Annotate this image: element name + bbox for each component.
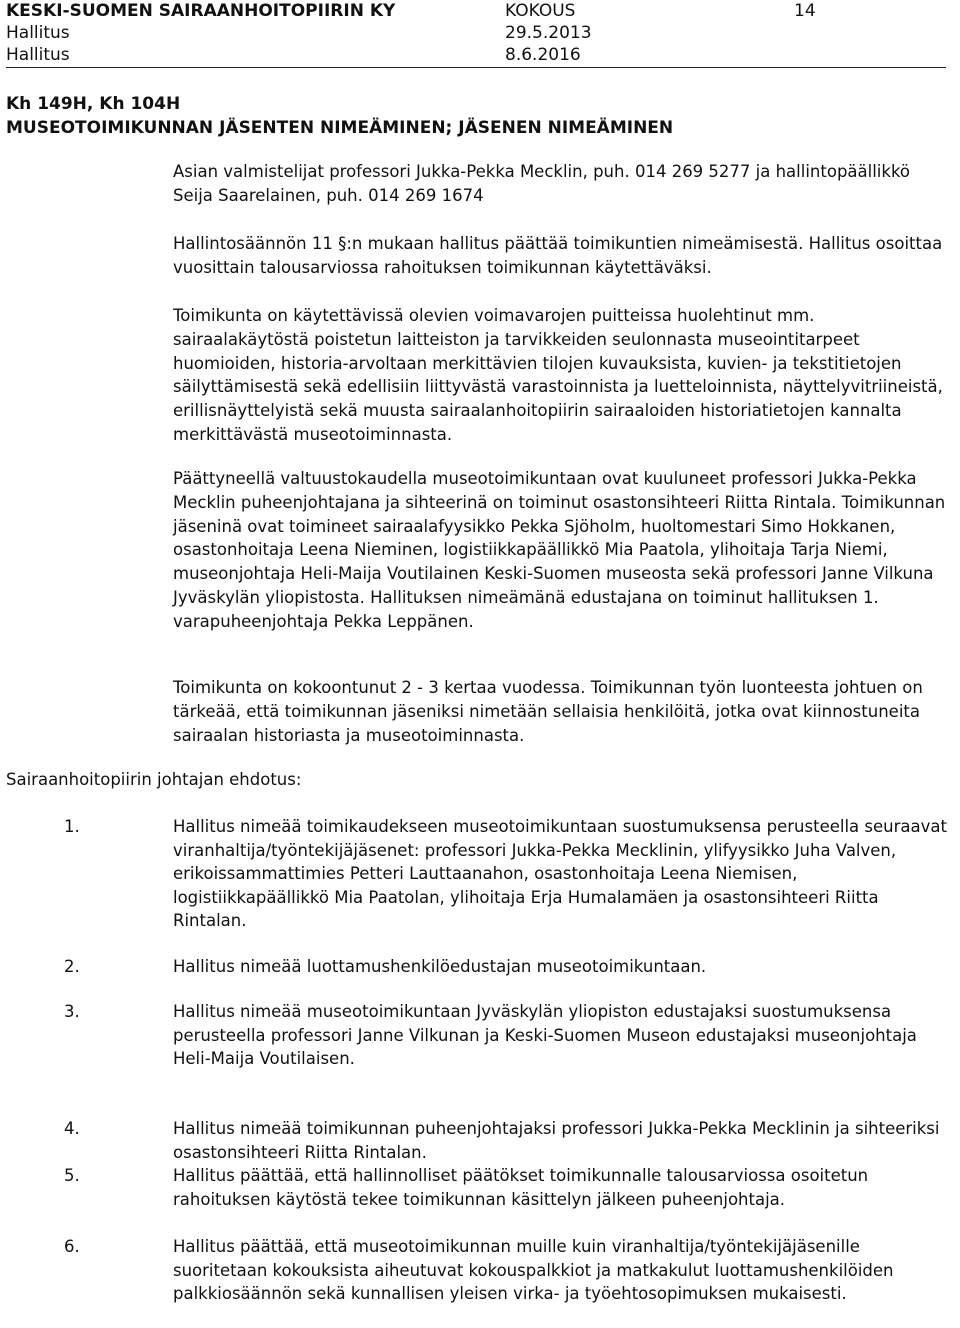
meeting-body: Hallitus (6, 45, 70, 65)
meetings-paragraph: Toimikunta on kokoontunut 2 - 3 kertaa vuodessa. Toimikunnan työn luonteesta johtuen on tärkeää, että toimikunnan jäseniksi nimetään sellaisia henkilöitä, jotka ovat kiinnostuneita sairaalan historiasta ja museotoiminnasta. (173, 678, 923, 745)
preparers-paragraph: Asian valmistelijat professori Jukka-Pekka Mecklin, puh. 014 269 5277 ja hallintopäällikkö Seija Saarelainen, puh. 014 269 1674 (173, 162, 911, 205)
proposal-item-number: 1. (64, 817, 80, 836)
header-divider (6, 67, 946, 68)
proposal-item-text: Hallitus päättää, että museotoimikunnan muille kuin viranhaltija/työntekijäjäsenille suoritetaan kokouksista aiheutuvat kokouspalkkiot ja matkakulut luottamushenkilöiden palkkiosäännön sekä kunnallisen yleisen virka- ja työehtosopimuksen mukaisesti. (173, 1237, 894, 1304)
meeting-date: 8.6.2016 (505, 45, 581, 65)
proposal-item-text: Hallitus nimeää toimikaudekseen museotoimikuntaan suostumuksensa perusteella seuraavat viranhaltija/työntekijäjäsenet: professori Jukka-Pekka Mecklinin, ylifyysikko Juha Valven, erikoissammattimies Petteri Lauttaanahon, osastonhoitaja Leena Niemisen, logistiikkapäällikkö Mia Paatolan, ylihoitaja Erja Humalamäen ja osastonsihteeri Riitta Rintalan. (173, 817, 947, 931)
header-row-2 (6, 22, 592, 44)
proposal-item-number: 2. (64, 957, 80, 976)
proposal-item-number: 3. (64, 1002, 80, 1021)
proposal-item-number: 5. (64, 1166, 80, 1185)
page-header (6, 0, 946, 70)
organization-name: KESKI-SUOMEN SAIRAANHOITOPIIRIN KY (6, 1, 396, 21)
proposal-label: Sairaanhoitopiirin johtajan ehdotus: (6, 770, 302, 789)
meeting-date: 29.5.2013 (505, 23, 592, 43)
header-row-3 (6, 44, 581, 66)
proposal-item-text: Hallitus nimeää museotoimikuntaan Jyväskylän yliopiston edustajaksi suostumuksensa perusteella professori Janne Vilkunan ja Keski-Suomen Museon edustajaksi museonjohtaja Heli-Maija Voutilaisen. (173, 1002, 917, 1069)
page-number: 14 (794, 1, 816, 21)
proposal-item-number: 6. (64, 1237, 80, 1256)
proposal-item-text: Hallitus päättää, että hallinnolliset päätökset toimikunnalle talousarviossa osoitetun rahoituksen käytöstä tekee toimikunnan käsittelyn jälkeen puheenjohtaja. (173, 1166, 869, 1209)
rules-paragraph: Hallintosäännön 11 §:n mukaan hallitus päättää toimikuntien nimeämisestä. Hallitus osoittaa vuosittain talousarviossa rahoituksen toimikunnan käytettäväksi. (173, 234, 943, 277)
proposal-item-text: Hallitus nimeää luottamushenkilöedustajan museotoimikuntaan. (173, 957, 707, 976)
header-row-1 (6, 0, 816, 22)
proposal-item-number: 4. (64, 1119, 80, 1138)
document-type: KOKOUS (505, 1, 576, 21)
case-heading (6, 93, 936, 140)
meeting-body: Hallitus (6, 23, 70, 43)
members-paragraph: Päättyneellä valtuustokaudella museotoimikuntaan ovat kuuluneet professori Jukka-Pekka Mecklin puheenjohtajana ja sihteerinä on toiminut osastonsihteeri Riitta Rintala. Toimikunnan jäseninä ovat toimineet sairaalafyysikko Pekka Sjöholm, huoltomestari Simo Hokkanen, osastonhoitaja Leena Nieminen, logistiikkapäällikkö Mia Paatola, ylihoitaja Tarja Niemi, museonjohtaja Heli-Maija Voutilainen Keski-Suomen museosta sekä professori Janne Vilkuna Jyväskylän yliopistosta. Hallituksen nimeämänä edustajana on toiminut hallituksen 1. varapuheenjohtaja Pekka Leppänen. (173, 469, 946, 631)
proposal-item-text: Hallitus nimeää toimikunnan puheenjohtajaksi professori Jukka-Pekka Mecklinin ja sihteeriksi osastonsihteeri Riitta Rintalan. (173, 1119, 940, 1162)
case-title: MUSEOTOIMIKUNNAN JÄSENTEN NIMEÄMINEN; JÄSENEN NIMEÄMINEN (6, 117, 674, 138)
duties-paragraph: Toimikunta on käytettävissä olevien voimavarojen puitteissa huolehtinut mm. sairaalakäytöstä poistetun laitteiston ja tarvikkeiden seulonnasta museointitarpeet huomioiden, historia-arvoltaan merkittävien tilojen kuvauksista, kuvien- ja tekstitietojen säilyttämisestä sekä edellisiin liittyvästä varastoinnista ja luetteloinnista, näyttelyvitriineistä, erillisnäyttelyistä sekä muusta sairaalanhoitopiirin sairaaloiden historiatietojen kannalta merkittävästä museotoiminnasta. (173, 306, 943, 444)
case-numbers: Kh 149H, Kh 104H (6, 94, 181, 114)
